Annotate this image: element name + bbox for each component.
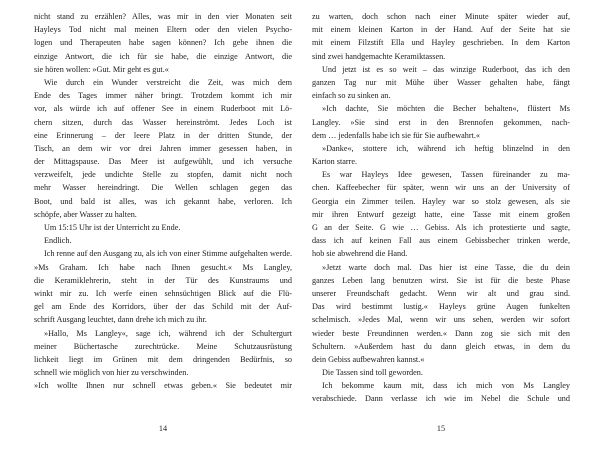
- text-line: chen. Kaffeebecher für später, wenn wir uns an der University of: [312, 183, 570, 193]
- text-line: »Hallo, Ms Langley«, sage ich, während ich der Schultergurt: [44, 328, 292, 338]
- text-line: G an der Seite. G wie … Gebiss. Als ich protestierte und sagte,: [312, 223, 570, 232]
- text-line: der Mittagspause. Das Meer ist aufgewühlt, und ich versuche: [34, 157, 292, 167]
- page-number-right: 15: [436, 424, 446, 433]
- text-line: nicht stand zu erzählen? Alles, was mir in den vier Monaten seit: [34, 12, 292, 21]
- text-line: Ich renne auf den Ausgang zu, als ich von einer Stimme aufgehalten werde.: [44, 249, 292, 259]
- text-line: Ich bekomme kaum mit, dass ich mich von Ms Langley: [322, 381, 570, 391]
- text-line: Karton starre.: [312, 157, 358, 167]
- text-line: Schultern. »Außerdem hast du dann gleich etwas, in dem du: [312, 341, 570, 351]
- text-line: hob sie abwehrend die Hand.: [312, 249, 408, 259]
- text-line: Wie durch ein Wunder verstreicht die Zeit, was mich dem: [44, 77, 292, 87]
- text-line: Und jetzt ist es so weit – das winzige Ruderboot, das ich den: [322, 64, 570, 74]
- text-line: sie hören wollen: »Gut. Mir geht es gut.«: [34, 64, 169, 74]
- right-page: [312, 10, 570, 406]
- text-line: Endlich.: [44, 236, 72, 246]
- text-line: zu warten, doch schon nach einer Minute später wieder auf,: [312, 12, 570, 21]
- text-line: verabschiede. Dann verlasse ich wie im Nebel die Schule und: [312, 394, 570, 404]
- text-line: dein Gebiss aufbewahren kannst.«: [312, 354, 425, 364]
- text-line: lichkeit liegt im Grünen mit dem dringenden Bedürfnis, so: [34, 354, 292, 364]
- text-line: wieder beste Freundinnen werden.« Dann zog sie sich mit den: [312, 328, 570, 338]
- text-line: schelmisch. »Jedes Mal, wenn wir uns sehen, werden wir sofort: [312, 315, 570, 325]
- text-line: »Ms Graham. Ich habe nach Ihnen gesucht.« Ms Langley,: [34, 262, 292, 272]
- text-line: Hayleys Tod nicht mal meinen Eltern oder den vielen Psycho-: [34, 25, 292, 35]
- text-line: einzige Antwort, die ich für sie habe, die einzige Antwort, die: [34, 51, 292, 61]
- text-line: Die Tassen sind toll geworden.: [322, 368, 423, 378]
- text-line: mir ihren Entwurf gezeigt hatte, eine Tasse mit einem großen: [312, 209, 570, 219]
- text-line: winkt mir zu. Ich werfe einen sehnsüchtigen Blick auf die Flü-: [34, 288, 292, 298]
- text-line: »Ich dachte, Sie möchten die Becher behalten«, flüstert Ms: [322, 104, 570, 114]
- text-line: verzweifelt, jede undichte Stelle zu stopfen, damit nicht noch: [34, 170, 292, 180]
- text-line: Es war Hayleys Idee gewesen, Tassen füreinander zu ma-: [322, 170, 570, 180]
- text-line: Boot, und bald ist alles, was ich gekannt habe, verloren. Ich: [34, 196, 292, 206]
- left-page: [34, 10, 292, 392]
- text-line: mehr Wasser hereindringt. Die Wellen schlagen gegen das: [34, 183, 292, 193]
- text-line: Langley. »Sie sind erst in den Brennofen gekommen, nach-: [312, 117, 570, 127]
- text-line: die Keramiklehrerin, steht in der Tür des Kunstraums und: [34, 275, 292, 285]
- text-line: logen und Therapeuten habe sagen können? Ich gebe ihnen die: [34, 38, 292, 48]
- text-line: Um 15:15 Uhr ist der Unterricht zu Ende.: [44, 223, 181, 232]
- text-line: gel am Ende des Korridors, über der das Schild mit der Auf-: [34, 302, 292, 312]
- text-line: ganzen Tag nur mit Mühe über Wasser gehalten habe, fängt: [312, 77, 570, 87]
- text-line: »Jetzt warte doch mal. Das hier ist eine Tasse, die du dein: [322, 262, 570, 272]
- text-line: meiner Büchertasche zurechtrücke. Meine Schutzausrüstung: [34, 341, 292, 351]
- text-line: schrift Ausgang leuchtet, dann drehe ich mich zu ihr.: [34, 315, 207, 325]
- text-line: dass ich auf keinen Fall aus einem Gebissbecher trinken werde,: [312, 236, 570, 246]
- text-line: Ende des Tages immer näher bringt. Trotzdem kommt ich mir: [34, 91, 292, 101]
- text-line: vor, als würde ich auf offener See in einem Ruderboot mit Lö-: [34, 104, 292, 114]
- text-line: chern sitzen, durch das Wasser hereinströmt. Jedes Loch ist: [34, 117, 292, 127]
- text-line: dem … jedenfalls habe ich sie für Sie aufbewahrt.«: [312, 130, 481, 140]
- text-line: schnell wie möglich von hier zu verschwinden.: [34, 368, 189, 378]
- text-line: sind zwei handgemachte Keramiktassen.: [312, 51, 446, 61]
- text-line: ganzes Leben lang benutzen wirst. Sie ist für die beste Phase: [312, 275, 570, 285]
- text-line: mit einem kleinen Karton in der Hand. Auf der Seite hat sie: [312, 25, 570, 35]
- text-line: Das wird bestimmt lustig.« Hayleys grüne Augen funkelten: [312, 302, 570, 312]
- page-number-left: 14: [158, 424, 168, 433]
- text-line: eine Erinnerung – der leere Platz in der dritten Stunde, der: [34, 130, 292, 140]
- text-line: Tisch, an dem wir vor drei Jahren immer gesessen haben, in: [34, 143, 292, 153]
- text-line: Georgia ein Zimmer teilen. Hayley war so stolz gewesen, als sie: [312, 196, 570, 206]
- text-line: einfach so zu sinken an.: [312, 91, 391, 101]
- text-line: »Ich wollte Ihnen nur schnell etwas geben.« Sie bedeutet mir: [34, 381, 292, 391]
- text-line: »Danke«, stottere ich, während ich heftig blinzelnd in den: [322, 143, 570, 153]
- text-line: schöpfe, aber Wasser zu halten.: [34, 209, 137, 219]
- text-line: mit einem Filzstift Ella und Hayley geschrieben. In dem Karton: [312, 38, 570, 48]
- text-line: unserer Freundschaft gedacht. Wenn wir alt und grau sind.: [312, 288, 570, 298]
